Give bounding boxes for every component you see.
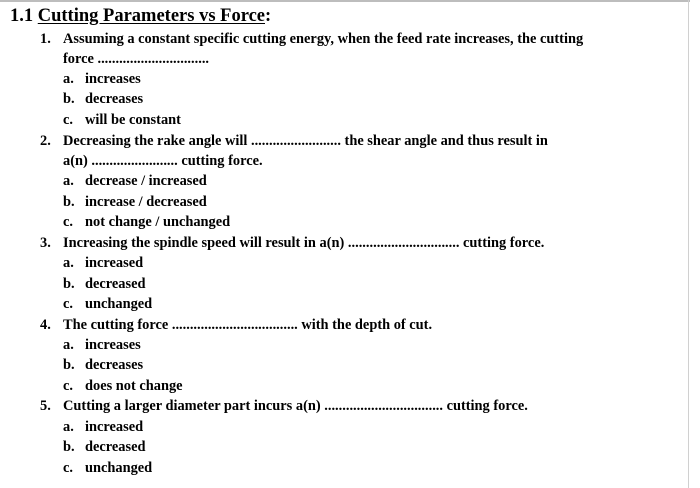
- question-5-option-c: c. unchanged: [63, 460, 153, 476]
- question-2-number: 2.: [40, 133, 51, 149]
- question-4-line-1: [40, 316, 432, 334]
- question-3-line-1: [40, 234, 544, 252]
- section-heading: [10, 5, 271, 27]
- question-4-number: 4.: [40, 317, 51, 333]
- question-5-line-1: [40, 397, 528, 415]
- question-2-option-a: a. decrease / increased: [63, 173, 207, 189]
- section-colon: :: [265, 6, 272, 26]
- question-2-option-c: c. not change / unchanged: [63, 214, 231, 230]
- question-3-option-b: b. decreased: [63, 276, 146, 292]
- question-4-text-1: The cutting force ................................... with the depth of cut.: [63, 317, 433, 333]
- question-1-line-1: [40, 30, 583, 48]
- question-5-number: 5.: [40, 398, 51, 414]
- section-title: Cutting Parameters vs Force: [37, 6, 265, 26]
- question-5-option-b: b. decreased: [63, 439, 146, 455]
- question-4-option-c: c. does not change: [63, 378, 183, 394]
- section-number: 1.1: [10, 6, 34, 26]
- top-divider: [0, 0, 690, 2]
- question-1-number: 1.: [40, 31, 51, 47]
- question-3-number: 3.: [40, 235, 51, 251]
- question-2-option-b: b. increase / decreased: [63, 194, 207, 210]
- question-2-line-1: [40, 132, 548, 150]
- question-2-text-1: Decreasing the rake angle will ......................... the shear angle and thus result in: [63, 133, 548, 149]
- question-1-option-a: a. increases: [63, 71, 141, 87]
- question-5-text-1: Cutting a larger diameter part incurs a(n) ................................. cutting force.: [63, 398, 528, 414]
- question-1-option-c: c. will be constant: [63, 112, 181, 128]
- question-1-text-1: Assuming a constant specific cutting energy, when the feed rate increases, the cutting: [63, 31, 584, 47]
- question-3-option-a: a. increased: [63, 255, 144, 271]
- question-5-option-a: a. increased: [63, 419, 144, 435]
- question-3-option-c: c. unchanged: [63, 296, 153, 312]
- question-1-option-b: b. decreases: [63, 91, 144, 107]
- question-2-line-2: a(n) ........................ cutting force.: [63, 153, 263, 169]
- question-4-option-b: b. decreases: [63, 357, 144, 373]
- question-4-option-a: a. increases: [63, 337, 141, 353]
- question-3-text-1: Increasing the spindle speed will result in a(n) ............................... cutting force.: [63, 235, 545, 251]
- right-divider: [688, 0, 689, 488]
- question-1-line-2: force ...............................: [63, 51, 210, 67]
